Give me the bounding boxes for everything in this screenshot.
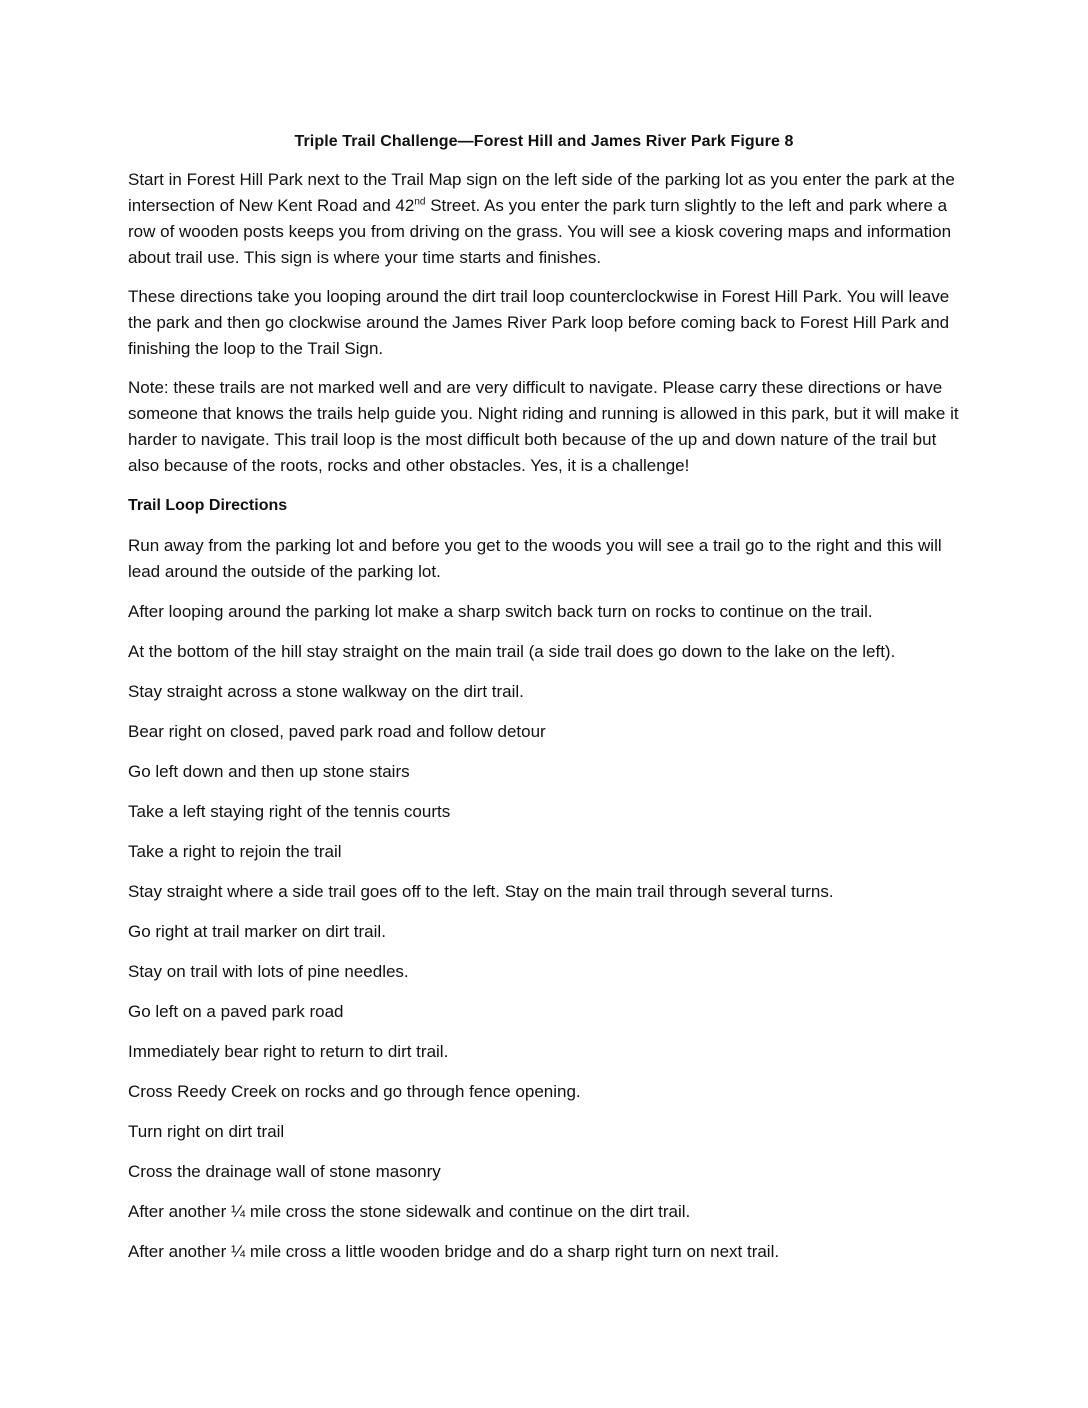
section-heading-trail-loop-directions: Trail Loop Directions xyxy=(128,497,288,514)
direction-step: Go right at trail marker on dirt trail. xyxy=(128,922,386,941)
intro-text-after-ordinal: Street. As you enter the park turn slightly to the left and park where a row of wooden posts keeps you from driving on the grass. You will see a kiosk covering maps and information about trail use. This sign is where your time starts and finishes. xyxy=(128,196,952,267)
intro-paragraph-start-location xyxy=(128,167,968,271)
direction-step: Run away from the parking lot and before you get to the woods you will see a trail go to the right and this will lead around the outside of the parking lot. xyxy=(128,536,942,581)
intro-paragraph-navigation-note: Note: these trails are not marked well and are very difficult to navigate. Please carry these directions or have someone that knows the trails help guide you. Night riding and running is allowed in this park, but it will make it harder to navigate. This trail loop is the most difficult both because of the up and down nature of the trail but also because of the roots, rocks and other obstacles. Yes, it is a challenge! xyxy=(128,378,959,475)
direction-step: Immediately bear right to return to dirt trail. xyxy=(128,1042,449,1061)
direction-step: At the bottom of the hill stay straight on the main trail (a side trail does go down to the lake on the left). xyxy=(128,642,896,661)
direction-step: Stay on trail with lots of pine needles. xyxy=(128,962,409,981)
direction-step: After another ¼ mile cross a little wooden bridge and do a sharp right turn on next trail. xyxy=(128,1242,780,1261)
trail-directions-list xyxy=(128,533,968,1279)
direction-step: Take a right to rejoin the trail xyxy=(128,842,342,861)
direction-step: Take a left staying right of the tennis courts xyxy=(128,802,451,821)
ordinal-suffix: nd xyxy=(414,196,426,208)
direction-step: Stay straight across a stone walkway on the dirt trail. xyxy=(128,682,524,701)
document-title: Triple Trail Challenge—Forest Hill and James River Park Figure 8 xyxy=(294,133,794,150)
direction-step: Stay straight where a side trail goes off to the left. Stay on the main trail through several turns. xyxy=(128,882,834,901)
direction-step: Bear right on closed, paved park road and follow detour xyxy=(128,722,546,741)
direction-step: Go left down and then up stone stairs xyxy=(128,762,410,781)
direction-step: Cross Reedy Creek on rocks and go through fence opening. xyxy=(128,1082,581,1101)
direction-step: Go left on a paved park road xyxy=(128,1002,344,1021)
intro-paragraph-route-overview: These directions take you looping around the dirt trail loop counterclockwise in Forest Hill Park. You will leave the park and then go clockwise around the James River Park loop before coming back to Forest Hill Park and finishing the loop to the Trail Sign. xyxy=(128,287,950,358)
direction-step: After another ¼ mile cross the stone sidewalk and continue on the dirt trail. xyxy=(128,1202,691,1221)
direction-step: Turn right on dirt trail xyxy=(128,1122,285,1141)
intro-text-before-ordinal: Start in Forest Hill Park next to the Trail Map sign on the left side of the parking lot as you enter the park at the intersection of New Kent Road and 42 xyxy=(128,170,955,215)
direction-step: Cross the drainage wall of stone masonry xyxy=(128,1162,441,1181)
direction-step: After looping around the parking lot make a sharp switch back turn on rocks to continue on the trail. xyxy=(128,602,873,621)
